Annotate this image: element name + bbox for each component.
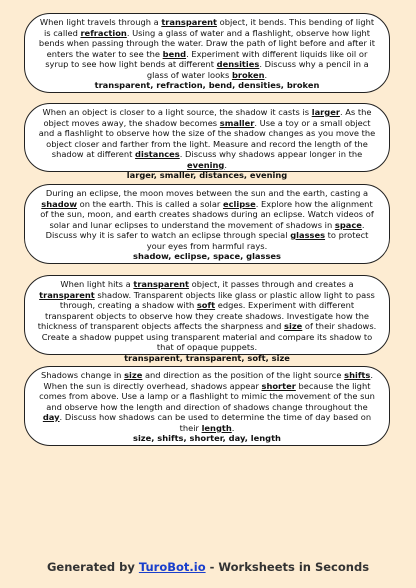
text-segment: . As the object moves away, the shadow becomes [43, 107, 372, 128]
text-segment: . Experiment with different liquids like oil or syrup to see how light bends at different [45, 48, 368, 69]
keyword: refraction [80, 27, 127, 38]
text-segment: . Discuss why a pencil in a glass of water looks [146, 59, 369, 80]
keyword: transparent [39, 289, 95, 300]
text-segment: . [231, 422, 235, 433]
answer-key: shadow, eclipse, space, glasses [133, 251, 281, 261]
exercise-card-4 [24, 275, 390, 363]
text-segment: because the light comes from above. Use a lamp or a flashlight to mimic the movement of the sun and observe how the length and direction of shadows change throughout the [39, 380, 375, 412]
text-segment: . Discuss how shadows can be used to determine the time of day based on their [59, 412, 372, 433]
text-segment: object, it bends. This bending of light is called [43, 17, 375, 38]
text-segment: When an object is closer to a light source, the shadow it casts is [42, 107, 312, 117]
text-segment: . [224, 159, 227, 170]
keyword: evening [187, 159, 225, 170]
answer-key: larger, smaller, distances, evening [126, 170, 288, 180]
answer-key: transparent, transparent, soft, size [124, 352, 290, 363]
footer-prefix: Generated by [46, 560, 139, 574]
exercise-text [36, 107, 378, 170]
text-segment: shadow. Transparent objects like glass or plastic allow light to pass through, creating a shadow with [59, 289, 375, 310]
keyword: shifts [344, 370, 371, 380]
text-segment: and direction as the position of the light source [142, 370, 345, 380]
keyword: size [284, 321, 303, 331]
exercise-text [36, 17, 378, 80]
keyword: larger [311, 107, 340, 117]
text-segment: edges. Experiment with different transparent objects to observe how they create shadows. Investigate how the thickness of transparent objects affects the sharpness and [37, 300, 370, 331]
keyword: shorter [261, 380, 296, 391]
keyword: distances [135, 149, 180, 159]
keyword: eclipse [222, 198, 256, 209]
keyword: bend [162, 48, 187, 59]
exercise-card-2 [24, 103, 390, 180]
keyword: smaller [219, 117, 255, 128]
keyword: space [334, 219, 362, 230]
text-segment: When light travels through a [39, 17, 162, 27]
exercise-card-1 [24, 13, 390, 93]
exercise-text [36, 188, 378, 251]
text-segment: of their shadows. Create a shadow puppet using transparent material and compare its shadow to that of opaque puppets. [41, 321, 377, 352]
keyword: size [124, 370, 143, 380]
text-segment: . Discuss why it is safer to watch an eclipse through special [45, 219, 365, 240]
footer-suffix: - Worksheets in Seconds [205, 560, 370, 574]
keyword: transparent [133, 279, 190, 289]
text-segment: on the earth. This is called a solar [77, 198, 223, 209]
text-segment: During an eclipse, the moon moves between the sun and the earth, casting a [45, 188, 369, 198]
exercise-text [36, 279, 378, 353]
keyword: densities [216, 59, 260, 69]
text-segment: . Using a glass of water and a flashlight, observe how light bends when passing through the water. Draw the path of light before and after it enters the water to see the [38, 27, 376, 59]
answer-key: size, shifts, shorter, day, length [133, 433, 281, 443]
text-segment: . Discuss why shadows appear longer in the [179, 149, 363, 159]
turobot-link[interactable]: TuroBot.io [138, 560, 206, 574]
keyword: shadow [41, 198, 78, 209]
exercise-text [36, 370, 378, 433]
text-segment: to protect your eyes from harmful rays. [146, 230, 369, 251]
text-segment: When light hits a [60, 279, 134, 289]
keyword: transparent [161, 17, 217, 27]
keyword: broken [231, 69, 265, 80]
keyword: glasses [290, 230, 326, 240]
text-segment: . [264, 69, 268, 80]
text-segment: object, it passes through and creates a [189, 279, 354, 289]
exercise-card-3 [24, 184, 390, 264]
keyword: length [201, 422, 232, 433]
text-segment: . When the sun is directly overhead, shadows appear [43, 370, 373, 391]
keyword: soft [196, 300, 216, 310]
answer-key: transparent, refraction, bend, densities, broken [94, 80, 320, 90]
footer [0, 560, 416, 574]
text-segment: . Explore how the alignment of the sun, moon, and earth creates shadows during an eclipse. Watch videos of solar and lunar eclipses to understand the movement of shadows in [40, 198, 374, 230]
exercise-card-5 [24, 366, 390, 446]
keyword: day [42, 412, 60, 422]
text-segment: . Use a toy or a small object and a flashlight to observe how the size of the shadow changes as you move the object closer and farther from the light. Measure and record the length of the shadow at different [38, 117, 376, 159]
text-segment: Shadows change in [41, 370, 125, 380]
